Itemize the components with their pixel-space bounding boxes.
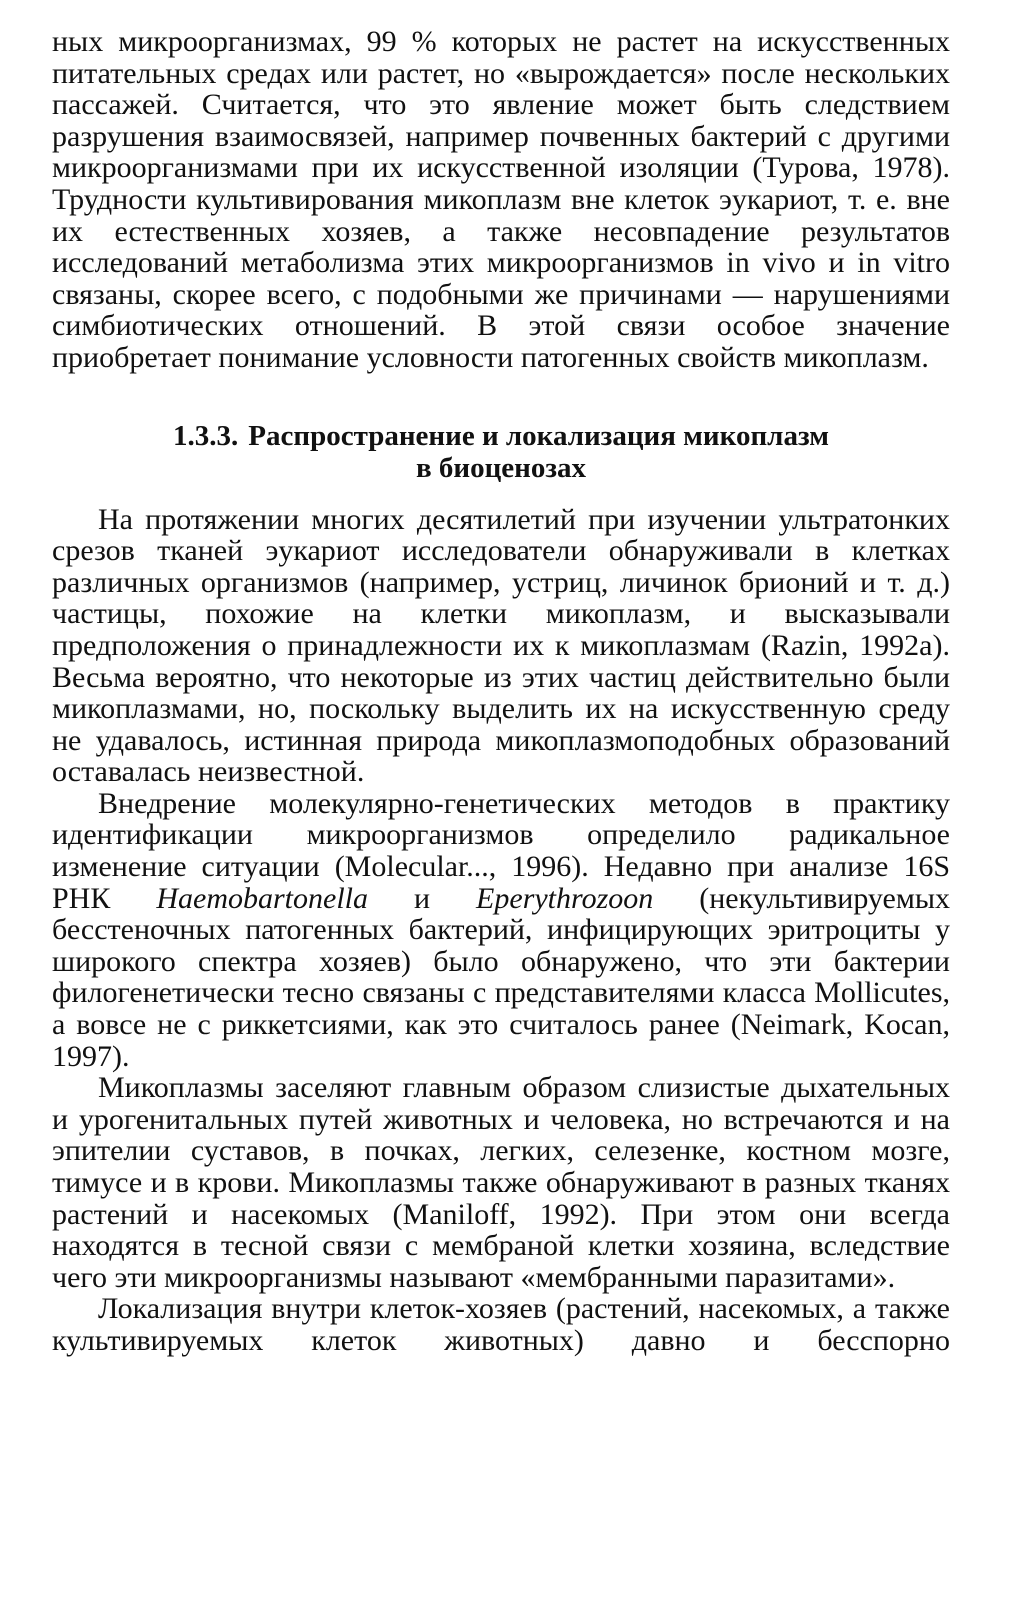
- paragraph-3: Микоплазмы заселяют главным образом слизистые дыхательных и урогенитальных путей животных и человека, но встречаются и на эпителии суставов, в почках, легких, селезенке, костном мозге, тимусе и в крови. Микоплазмы также обнаруживают в разных тканях растений и насекомых (Maniloff, 1992). При этом они всегда находятся в тесной связи с мембраной клетки хозяина, вследствие чего эти микроорганизмы называют «мембранными паразитами».: [52, 1071, 950, 1294]
- paragraph-2-mid: и: [368, 881, 477, 915]
- section-heading-line1: [52, 420, 950, 452]
- section-number: 1.3.3.: [173, 419, 239, 452]
- paragraph-2-before: Внедрение молекулярно-генетических методов в практику идентификации микроорганизмов определило радикальное изменение ситуации (Molecular..., 1996). Недавно при анализе 16S РНК: [52, 786, 950, 915]
- paragraph-2-after: (некультивируемых бесстеночных патогенных бактерий, инфицирующих эритроциты у широкого спектра хозяев) было обнаружено, что эти бактерии филогенетически тесно связаны с представителями класса Mollicutes, а вовсе не с риккетсиями, как это считалось ранее (Neimark, Kocan, 1997).: [52, 881, 950, 1073]
- section-title-line2: в биоценозах: [415, 451, 587, 484]
- paragraph-2: [52, 788, 950, 1072]
- paragraph-1: На протяжении многих десятилетий при изучении ультратонких срезов тканей эукариот исследователи обнаруживали в клетках различных организмов (например, устриц, личинок брионий и т. д.) частицы, похожие на клетки микоплазм, и высказывали предположения о принадлежности их к микоплазмам (Razin, 1992a). Весьма вероятно, что некоторые из этих частиц действительно были микоплазмами, но, поскольку выделить их на искусственную среду не удавалось, истинная природа микоплазмоподобных образований оставалась неизвестной.: [52, 502, 950, 789]
- section-heading: [52, 420, 950, 484]
- paragraph-4: Локализация внутри клеток-хозяев (растений, насекомых, а также культивируемых клеток животных) давно и бесспорно: [52, 1292, 950, 1357]
- paragraph-continued: ных микроорганизмах, 99 % которых не растет на искусственных питательных средах или растет, но «вырождается» после нескольких пассажей. Считается, что это явление может быть следствием разрушения взаимосвязей, например почвенных бактерий с другими микроорганизмами при их искусственной изоляции (Турова, 1978). Трудности культивирования микоплазм вне клеток эукариот, т. е. вне их естественных хозяев, а также несовпадение результатов исследований метаболизма этих микроорганизмов in vivo и in vitro связаны, скорее всего, с подобными же причинами — нарушениями симбиотических отношений. В этой связи особое значение приобретает понимание условности патогенных свойств микоплазм.: [52, 25, 950, 374]
- genus-eperythrozoon: Eperythrozoon: [476, 881, 654, 915]
- genus-haemobartonella: Haemobartonella: [156, 881, 368, 915]
- section-title-line1: Распространение и локализация микоплазм: [248, 419, 829, 452]
- document-page: [52, 26, 950, 1357]
